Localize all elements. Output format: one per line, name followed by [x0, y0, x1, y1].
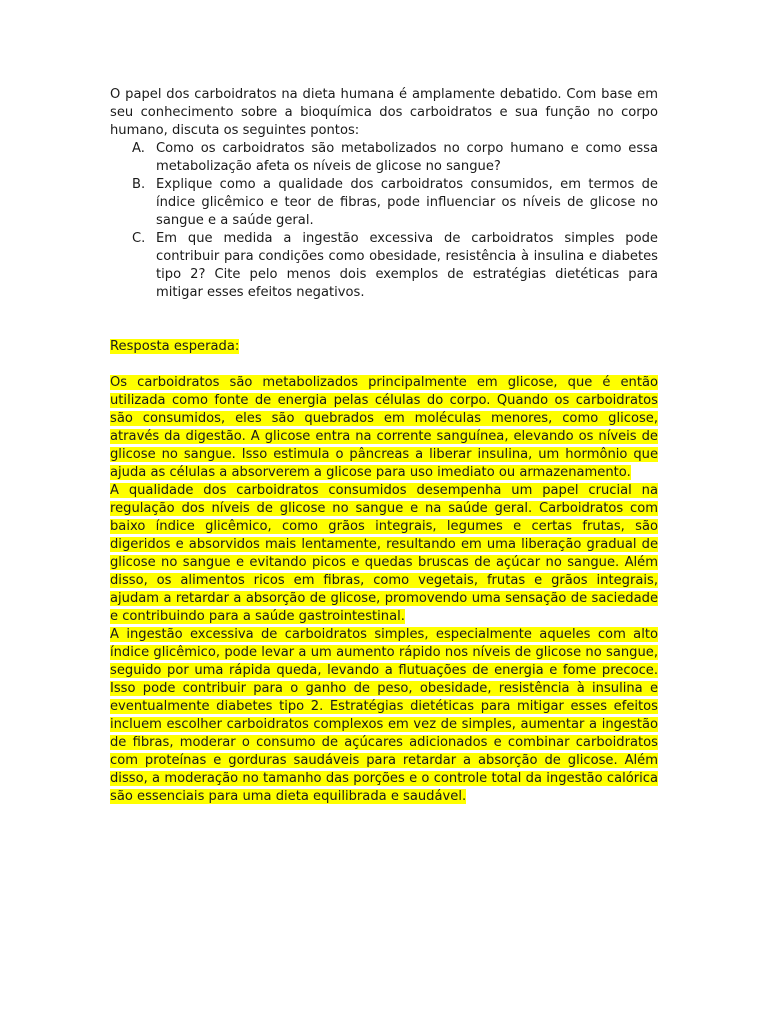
- answer-paragraph-text: A qualidade dos carboidratos consumidos desempenha um papel crucial na regulação dos níveis de glicose no sangue e na saúde geral. Carboidratos com baixo índice glicêmico, como grãos integrais, legumes e certas frutas, são digeridos e absorvidos mais lentamente, resultando em uma liberação gradual de glicose no sangue e evitando picos e quedas bruscas de açúcar no sangue. Além disso, os alimentos ricos em fibras, como vegetais, frutas e grãos integrais, ajudam a retardar a absorção de glicose, promovendo uma sensação de saciedade e contribuindo para a saúde gastrointestinal.: [110, 483, 658, 624]
- spacer: [110, 302, 658, 338]
- question-intro: O papel dos carboidratos na dieta humana é amplamente debatido. Com base em seu conhecimento sobre a bioquímica dos carboidratos e sua função no corpo humano, discuta os seguintes pontos:: [110, 87, 658, 138]
- answer-paragraph-3: [110, 626, 658, 806]
- answer-paragraph-1: [110, 374, 658, 482]
- question-item-a: [110, 140, 658, 176]
- document-page: [110, 86, 658, 806]
- question-item-text: Explique como a qualidade dos carboidratos consumidos, em termos de índice glicêmico e teor de fibras, pode influenciar os níveis de glicose no sangue e a saúde geral.: [156, 177, 658, 228]
- list-marker: A.: [132, 141, 145, 156]
- answer-heading: [110, 338, 658, 356]
- answer-heading-text: Resposta esperada:: [110, 339, 240, 354]
- answer-paragraph-text: Os carboidratos são metabolizados principalmente em glicose, que é então utilizada como fonte de energia pelas células do corpo. Quando os carboidratos são consumidos, eles são quebrados em moléculas menores, como glicose, através da digestão. A glicose entra na corrente sanguínea, elevando os níveis de glicose no sangue. Isso estimula o pâncreas a liberar insulina, um hormônio que ajuda as células a absorverem a glicose para uso imediato ou armazenamento.: [110, 375, 658, 480]
- answer-paragraph-text: A ingestão excessiva de carboidratos simples, especialmente aqueles com alto índice glicêmico, pode levar a um aumento rápido nos níveis de glicose no sangue, seguido por uma rápida queda, levando a flutuações de energia e fome precoce. Isso pode contribuir para o ganho de peso, obesidade, resistência à insulina e eventualmente diabetes tipo 2. Estratégias dietéticas para mitigar esses efeitos incluem escolher carboidratos complexos em vez de simples, aumentar a ingestão de fibras, moderar o consumo de açúcares adicionados e combinar carboidratos com proteínas e gorduras saudáveis para retardar a absorção de glicose. Além disso, a moderação no tamanho das porções e o controle total da ingestão calórica são essenciais para uma dieta equilibrada e saudável.: [110, 627, 658, 804]
- question-list: [110, 140, 658, 302]
- list-marker: C.: [132, 231, 146, 246]
- question-item-text: Como os carboidratos são metabolizados no corpo humano e como essa metabolização afeta os níveis de glicose no sangue?: [156, 141, 658, 174]
- answer-paragraph-2: [110, 482, 658, 626]
- spacer: [110, 356, 658, 374]
- question-item-c: [110, 230, 658, 302]
- list-marker: B.: [132, 177, 146, 192]
- question-item-text: Em que medida a ingestão excessiva de carboidratos simples pode contribuir para condições como obesidade, resistência à insulina e diabetes tipo 2? Cite pelo menos dois exemplos de estratégias dietéticas para mitigar esses efeitos negativos.: [156, 231, 658, 300]
- question-item-b: [110, 176, 658, 230]
